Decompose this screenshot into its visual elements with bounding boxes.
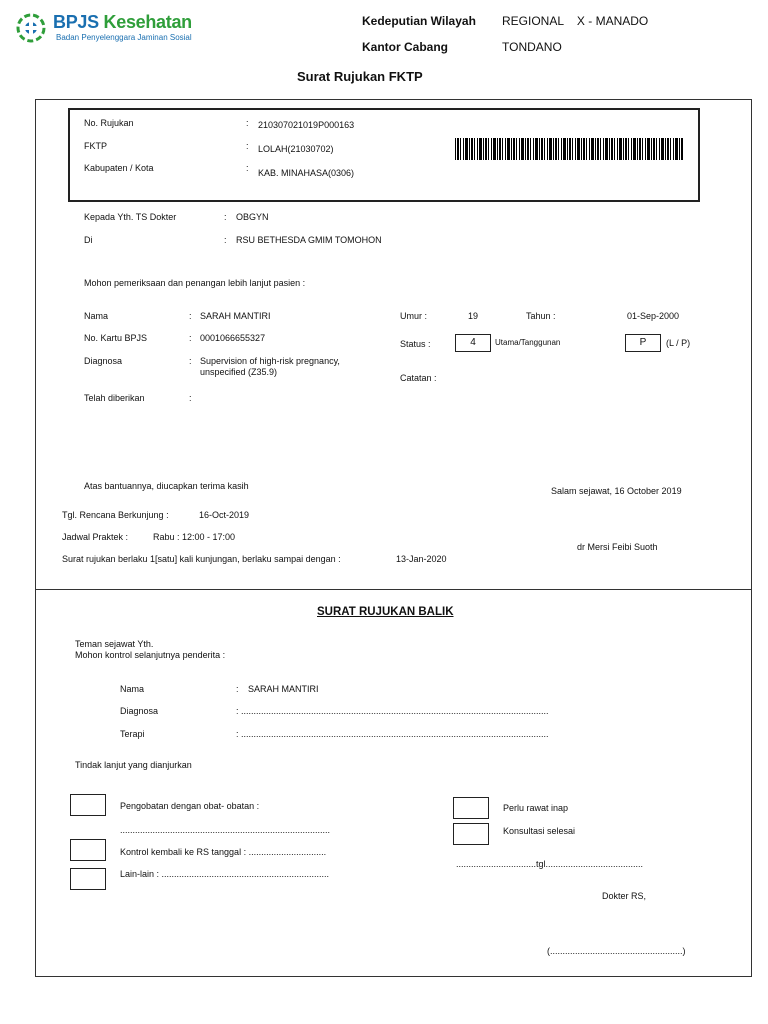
colon: : [224, 212, 227, 222]
balik-nama-label: Nama [120, 684, 145, 694]
balik-terapi-dots: : ........................................................................................................................... [236, 729, 549, 739]
logo-brand: BPJS [53, 12, 99, 32]
checkbox-konsultasi[interactable] [453, 823, 489, 845]
di-value: RSU BETHESDA GMIM TOMOHON [236, 235, 382, 245]
opt-rawat-label: Perlu rawat inap [503, 803, 569, 813]
opt-obat-dots: .................................................................................... [120, 825, 331, 835]
tindak-text: Tindak lanjut yang dianjurkan [75, 760, 192, 770]
checkbox-rawat-inap[interactable] [453, 797, 489, 819]
balik-title: SURAT RUJUKAN BALIK [317, 606, 454, 618]
diagnosa-label: Diagnosa [84, 356, 123, 366]
berlaku-label: Surat rujukan berlaku 1[satu] kali kunjungan, berlaku sampai dengan : [62, 554, 341, 564]
status-label: Status : [400, 339, 431, 349]
rencana-label: Tgl. Rencana Berkunjung : [62, 510, 169, 520]
sex-box: P [625, 334, 661, 352]
nama-label: Nama [84, 311, 109, 321]
status-box: 4 [455, 334, 491, 352]
colon: : [246, 118, 249, 128]
checkbox-obat[interactable] [70, 794, 106, 816]
telah-label: Telah diberikan [84, 393, 145, 403]
colon: : [189, 393, 192, 403]
signature-line: (.....................................................) [547, 946, 686, 956]
colon: : [224, 235, 227, 245]
logo-wordmark [53, 12, 192, 33]
opt-konsul-label: Konsultasi selesai [503, 826, 576, 836]
fktp-value: LOLAH(21030702) [258, 144, 334, 154]
sex-note: (L / P) [666, 338, 691, 348]
thanks-text: Atas bantuannya, diucapkan terima kasih [84, 481, 249, 491]
balik-diagnosa-label: Diagnosa [120, 706, 159, 716]
teman-text: Teman sejawat Yth. [75, 639, 154, 649]
balik-diagnosa-dots: : ........................................................................................................................... [236, 706, 549, 716]
logo-brand-accent: Kesehatan [103, 12, 192, 32]
jadwal-label: Jadwal Praktek : [62, 532, 129, 542]
barcode [455, 138, 683, 160]
colon: : [246, 163, 249, 173]
opt-kontrol-label: Kontrol kembali ke RS tanggal : ............................... [120, 847, 327, 857]
kepada-value: OBGYN [236, 212, 269, 222]
colon: : [189, 356, 192, 366]
no-rujukan-value: 210307021019P000163 [258, 120, 355, 130]
colon: : [189, 333, 192, 343]
kantor-value: TONDANO [502, 40, 562, 54]
umur-label: Umur : [400, 311, 427, 321]
kedeputian-label: Kedeputian Wilayah [362, 14, 476, 28]
checkbox-lain[interactable] [70, 868, 106, 890]
section-divider [35, 589, 752, 590]
tahun-label: Tahun : [526, 311, 556, 321]
colon: : [246, 141, 249, 151]
tgl-line: ................................tgl....................................... [456, 859, 644, 869]
colon: : [189, 311, 192, 321]
page-title: Surat Rujukan FKTP [297, 69, 423, 84]
diagnosa-line2: unspecified (Z35.9) [200, 367, 278, 377]
fktp-label: FKTP [84, 141, 108, 151]
status-note: Utama/Tanggunan [495, 338, 561, 347]
colon: : [236, 684, 239, 694]
berlaku-value: 13-Jan-2020 [396, 554, 447, 564]
dokter-rs-label: Dokter RS, [602, 891, 647, 901]
kantor-label: Kantor Cabang [362, 40, 449, 54]
doctor-name: dr Mersi Feibi Suoth [577, 542, 658, 552]
di-label: Di [84, 235, 93, 245]
form-frame [35, 99, 752, 977]
opt-obat-label: Pengobatan dengan obat- obatan : [120, 801, 260, 811]
nama-value: SARAH MANTIRI [200, 311, 271, 321]
balik-nama-value: SARAH MANTIRI [248, 684, 319, 694]
jadwal-value: Rabu : 12:00 - 17:00 [153, 532, 236, 542]
umur-value: 19 [468, 311, 479, 321]
tahun-value: 01-Sep-2000 [627, 311, 680, 321]
balik-terapi-label: Terapi [120, 729, 145, 739]
kartu-value: 0001066655327 [200, 333, 266, 343]
no-rujukan-label: No. Rujukan [84, 118, 134, 128]
kartu-label: No. Kartu BPJS [84, 333, 148, 343]
patient-intro: Mohon pemeriksaan dan penangan lebih lanjut pasien : [84, 278, 306, 288]
checkbox-kontrol[interactable] [70, 839, 106, 861]
catatan-label: Catatan : [400, 373, 437, 383]
bpjs-logo-icon [16, 13, 46, 43]
rencana-value: 16-Oct-2019 [199, 510, 250, 520]
kab-label: Kabupaten / Kota [84, 163, 154, 173]
opt-lain-label: Lain-lain : ................................................................... [120, 869, 330, 879]
salam-text: Salam sejawat, 16 October 2019 [551, 486, 682, 496]
mohon-text: Mohon kontrol selanjutnya penderita : [75, 650, 226, 660]
kedeputian-value: REGIONAL X - MANADO [502, 14, 649, 28]
logo-subtitle: Badan Penyelenggara Jaminan Sosial [56, 33, 192, 42]
diagnosa-line1: Supervision of high-risk pregnancy, [200, 356, 340, 366]
kab-value: KAB. MINAHASA(0306) [258, 168, 355, 178]
kepada-label: Kepada Yth. TS Dokter [84, 212, 177, 222]
